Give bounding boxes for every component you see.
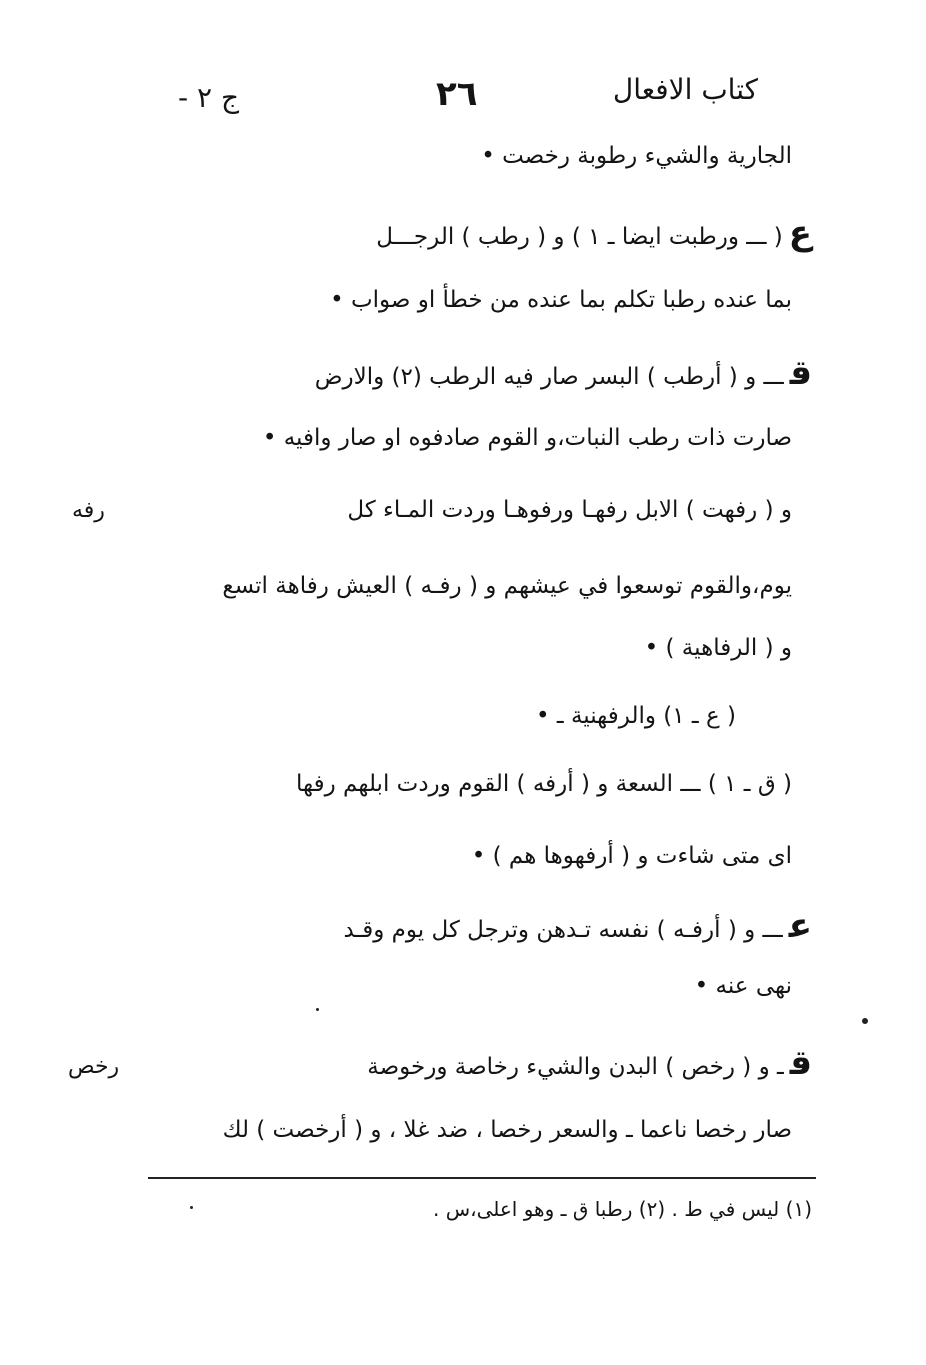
margin-word-rakhs: رخص [68, 1054, 120, 1079]
footnote-divider [148, 1177, 816, 1179]
line-marker: ق [789, 1043, 812, 1083]
volume-label: ج ٢ - [178, 81, 240, 114]
text-line-8: و ( الرفاهية ) • [644, 635, 792, 661]
text-line-6: و ( رفهت ) الابل رفهـا ورفوهـا وردت المـاء كل [347, 497, 792, 523]
footnote: (١) ليس في ط . (٢) رطبا ق ـ وهو اعلى،س . [433, 1197, 812, 1221]
text-line-3: بما عنده رطبا تكلم بما عنده من خطأ او صواب • [330, 287, 792, 313]
line-marker: ع [788, 213, 812, 253]
text-line-7: يوم،والقوم توسعوا في عيشهم و ( رفـه ) العيش رفاهة اتسع [222, 573, 792, 599]
text-line-15: صار رخصا ناعما ـ والسعر رخصا ، ضد غلا ، و ( أرخصت ) لك [222, 1117, 792, 1143]
text-line-12: عـــ و ( أرفـه ) نفسه تـدهن وترجل كل يوم وقـد [343, 906, 812, 946]
line-marker: ق [789, 353, 812, 393]
text-line-10: ( ق ـ ١ ) ـــ السعة و ( أرفه ) القوم وردت ابلهم رفها [296, 771, 792, 797]
page-number: ٢٦ [436, 74, 478, 114]
scan-speck [190, 1206, 193, 1209]
book-title: كتاب الافعال [612, 73, 758, 106]
text-line-1: الجارية والشيء رطوبة رخصت • [481, 143, 792, 169]
text-line-2: ع( ـــ ورطبت ايضا ـ ١ ) و ( رطب ) الرجـــل [376, 213, 812, 253]
line-marker: ع [788, 906, 812, 946]
margin-word-rafah: رفه [72, 498, 105, 523]
text-line-11: اى متى شاءت و ( أرفهوها هم ) • [471, 843, 792, 869]
text-line-14: قـ و ( رخص ) البدن والشيء رخاصة ورخوصة [367, 1043, 812, 1083]
text-line-9: ( ع ـ ١) والرفهنية ـ • [536, 703, 736, 729]
scan-speck [862, 1018, 868, 1024]
text-line-5: صارت ذات رطب النبات،و القوم صادفوه او صار وافيه • [262, 425, 792, 451]
text-line-13: نهى عنه • [694, 973, 792, 999]
text-line-4: قـــ و ( أرطب ) البسر صار فيه الرطب (٢) والارض [314, 353, 812, 393]
scan-speck [316, 1008, 319, 1011]
